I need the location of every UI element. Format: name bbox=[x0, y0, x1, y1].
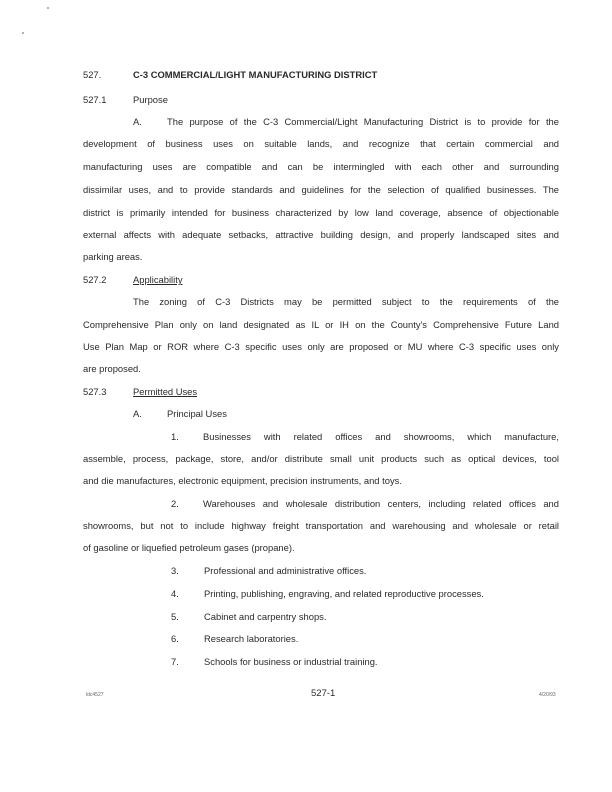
item-line: Professional and administrative offices. bbox=[204, 565, 367, 576]
paragraph-line: parking areas. bbox=[83, 251, 143, 262]
subheading-label: A. bbox=[133, 408, 142, 419]
paragraph-line: are proposed. bbox=[83, 363, 141, 374]
subsection-number: 527.1 bbox=[83, 94, 107, 105]
item-line: and die manufactures, electronic equipment, precision instruments, and toys. bbox=[83, 475, 402, 486]
paragraph-line: The zoning of C-3 Districts may be permitted subject to the requirements of the bbox=[133, 296, 559, 307]
item-number: 2. bbox=[171, 498, 179, 509]
item-line: Businesses with related offices and showrooms, which manufacture, bbox=[203, 431, 559, 442]
subsection-number: 527.3 bbox=[83, 386, 107, 397]
item-line: Cabinet and carpentry shops. bbox=[204, 611, 327, 622]
item-number: 7. bbox=[171, 656, 179, 667]
section-title: C-3 COMMERCIAL/LIGHT MANUFACTURING DISTRICT bbox=[133, 69, 378, 80]
paragraph-line: Use Plan Map or ROR where C-3 specific uses only are proposed or MU where C-3 specific uses only bbox=[83, 341, 559, 352]
paragraph-line: district is primarily intended for business characterized by low land coverage, absence of objectionable bbox=[83, 207, 559, 218]
item-number: 1. bbox=[171, 431, 179, 442]
paragraph-label: A. bbox=[133, 116, 142, 127]
item-number: 6. bbox=[171, 633, 179, 644]
paragraph-line: external affects with adequate setbacks, attractive building design, and properly landscaped sites and bbox=[83, 229, 559, 240]
paragraph-line: The purpose of the C-3 Commercial/Light Manufacturing District is to provide for the bbox=[167, 116, 559, 127]
subsection-title: Applicability bbox=[133, 274, 183, 285]
scan-speck bbox=[47, 7, 49, 9]
page-number: 527-1 bbox=[311, 688, 336, 699]
item-line: Warehouses and wholesale distribution centers, including related offices and bbox=[203, 498, 559, 509]
subsection-number: 527.2 bbox=[83, 274, 107, 285]
item-line: of gasoline or liquefied petroleum gases (propane). bbox=[83, 542, 295, 553]
item-number: 3. bbox=[171, 565, 179, 576]
item-number: 5. bbox=[171, 611, 179, 622]
item-line: showrooms, but not to include highway freight transportation and warehousing and wholesale or retail bbox=[83, 520, 559, 531]
item-number: 4. bbox=[171, 588, 179, 599]
item-line: Research laboratories. bbox=[204, 633, 299, 644]
footer-date: 4/20/93 bbox=[539, 692, 556, 698]
section-number: 527. bbox=[83, 69, 102, 80]
item-line: Schools for business or industrial training. bbox=[204, 656, 378, 667]
footer-file-code: ldc4527 bbox=[86, 692, 104, 698]
item-line: Printing, publishing, engraving, and related reproductive processes. bbox=[204, 588, 484, 599]
paragraph-line: development of business uses on suitable lands, and recognize that certain commercial and bbox=[83, 138, 559, 149]
paragraph-line: Comprehensive Plan only on land designated as IL or IH on the County's Comprehensive Future Land bbox=[83, 319, 559, 330]
subsection-title: Purpose bbox=[133, 94, 168, 105]
item-line: assemble, process, package, store, and/or distribute small unit products such as optical devices, tool bbox=[83, 453, 559, 464]
paragraph-line: manufacturing uses are compatible and can be intermingled with each other and surrounding bbox=[83, 161, 559, 172]
scan-speck bbox=[22, 32, 24, 34]
subsection-title: Permitted Uses bbox=[133, 386, 198, 397]
subheading: Principal Uses bbox=[167, 408, 227, 419]
paragraph-line: dissimilar uses, and to provide standards and guidelines for the selection of qualified businesses. The bbox=[83, 184, 559, 195]
